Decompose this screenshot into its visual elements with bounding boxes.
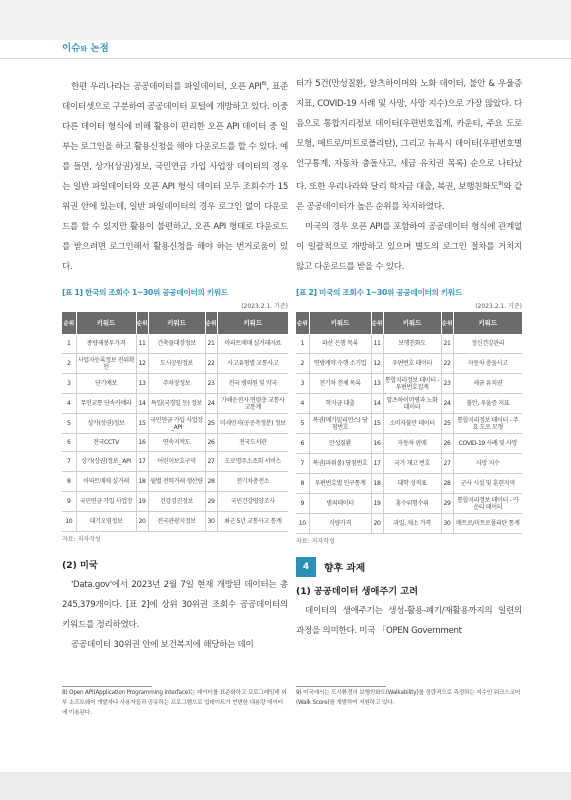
footnote-divider-right [296, 686, 386, 687]
keyword-cell: 아파트매매 실거래 [76, 472, 136, 492]
keyword-cell: 건축물대장정보 [148, 334, 205, 354]
keyword-cell: 상가(상권)정보_ API [76, 452, 136, 472]
rank-cell: 18 [371, 474, 383, 494]
keyword-cell: 보행친화도 [383, 334, 441, 354]
table-row [296, 354, 522, 374]
keyword-cell: 사망 지수 [453, 454, 522, 474]
keyword-cell: 만성질환 [309, 434, 371, 454]
keyword-cell: 범죄데이터 [309, 494, 371, 514]
keyword-cell: 전국관광지정보 [148, 512, 205, 532]
rank-cell: 1 [296, 334, 309, 354]
keyword-cell: 식량가격 [309, 514, 371, 534]
keyword-cell: 종량제봉투가격 [76, 334, 136, 354]
right-text-a: 터가 5건(만성질환, 알츠하이머와 노화 데이터, 불안 & 우울증 지표, COVID-19 사례 및 사망, 사망 지수)으로 가장 많았다. 다음으로 통합지리정보 데이터(우편번호집계, 카운티, 주요 도로 모형, 메트로/미트로폴리탄), 그리고 뉴욕시 데이터(우편번호별 인구통계, 자동차 충돌사고, 세금 유치권 목록) 순으로 나타났다. 또한 우리나라와 달리 학자금 대출, 복권, 보행친화도 [296, 79, 522, 192]
keyword-cell: 복권(파워볼) 당첨번호 [309, 454, 371, 474]
table1-korea-keywords [62, 312, 288, 533]
table2-title: [표 2] 미국의 조회수 1~30위 공공데이터의 키워드 [296, 287, 463, 297]
footnote-8-mark: 8) [62, 690, 68, 696]
rank-cell: 15 [136, 414, 148, 434]
footnote-8-text: Open API(Application Programming Interface)는 데이터를 표준화하고 프로그래밍해 외부 소프트웨어 개발자나 사용자들과 공유하는 프로그램으로 업데이트가 빈번한 대용량 데이터에 이용된다. [62, 690, 287, 716]
rank-cell: 17 [136, 452, 148, 472]
table-row [296, 494, 522, 514]
rank-cell: 7 [62, 452, 76, 472]
rank-cell: 16 [136, 434, 148, 452]
rank-cell: 4 [62, 394, 76, 414]
t2-header-cell: 키워드 [383, 312, 441, 334]
table1-title: [표 1] 한국의 조회수 1~30위 공공데이터의 키워드 [62, 287, 229, 297]
table-row [62, 452, 288, 472]
keyword-cell: 사고유형별 교통사고 [217, 354, 288, 374]
right-paragraphs [296, 74, 522, 277]
keyword-cell: 대학 성적표 [383, 474, 441, 494]
keyword-cell: 과일, 채소 가격 [383, 514, 441, 534]
keyword-cell: 건강검진정보 [148, 492, 205, 512]
rank-cell: 11 [136, 334, 148, 354]
lifecycle-text: 데이터의 생애주기는 생성-활용-폐기/재활용까지의 일련의 과정을 의미한다. 미국 「OPEN Government [296, 606, 522, 637]
right-column [296, 74, 522, 641]
table2-date: (2023.2.1. 기준) [475, 302, 522, 310]
keyword-cell: 불안, 우울증 지표 [453, 394, 522, 414]
running-header [62, 40, 109, 54]
rank-cell: 13 [136, 374, 148, 394]
rank-cell: 24 [441, 394, 453, 414]
footnote-ref-8[interactable]: 8) [261, 81, 267, 87]
rank-cell: 3 [62, 374, 76, 394]
table1-header-row [62, 312, 288, 334]
t1-header-cell: 순위 [205, 312, 217, 334]
keyword-cell: 미세먼지(공공측정분) 정보 [217, 414, 288, 434]
rank-cell: 8 [296, 474, 309, 494]
rank-cell: 9 [62, 492, 76, 512]
rank-cell: 21 [205, 334, 217, 354]
section-number-badge: 4 [296, 557, 316, 577]
left-intro-paragraph [62, 74, 288, 277]
keyword-cell: 전국도서관 [217, 434, 288, 452]
rank-cell: 12 [136, 354, 148, 374]
keyword-cell: 사업자등록정보 진위확인 [76, 354, 136, 374]
rank-cell: 27 [205, 452, 217, 472]
keyword-cell: 군사 시설 및 훈련지역 [453, 474, 522, 494]
rank-cell: 22 [205, 354, 217, 374]
rank-cell: 11 [371, 334, 383, 354]
keyword-cell: 국가 재고 번호 [383, 454, 441, 474]
keyword-cell: 학자금 대출 [309, 394, 371, 414]
rank-cell: 25 [441, 414, 453, 434]
keyword-cell: 세금 유치권 [453, 374, 522, 394]
table-row [62, 354, 288, 374]
keyword-cell: 전국CCTV [76, 434, 136, 452]
subsection-usa: (2) 미국 [62, 560, 98, 572]
table-row [296, 394, 522, 414]
rank-cell: 5 [62, 414, 76, 434]
table-row [296, 474, 522, 494]
rank-cell: 28 [441, 474, 453, 494]
section-heading [296, 557, 522, 577]
t1-header-cell: 키워드 [217, 312, 288, 334]
table2-header-row [296, 312, 522, 334]
keyword-cell: 특일(국경일 등) 정보 [148, 394, 205, 414]
right-text-b: 와 같은 공공데이터가 높은 순위를 차지하였다. [296, 181, 523, 212]
rank-cell: 6 [62, 434, 76, 452]
table1-source: 자료: 저자작성 [62, 536, 101, 544]
rank-cell: 29 [205, 492, 217, 512]
rank-cell: 18 [136, 472, 148, 492]
rank-cell: 22 [441, 354, 453, 374]
t1-header-cell: 순위 [136, 312, 148, 334]
table-row [296, 454, 522, 474]
rank-cell: 7 [296, 454, 309, 474]
keyword-cell: 전기차충전소 [217, 472, 288, 492]
rank-cell: 20 [136, 512, 148, 532]
rank-cell: 29 [441, 494, 453, 514]
keyword-cell: 국민연금 가입 사업장 [76, 492, 136, 512]
keyword-cell: 복권(메가밀리언스) 당첨번호 [309, 414, 371, 434]
keyword-cell: 자동차 판매 [383, 434, 441, 454]
t2-header-cell: 순위 [296, 312, 309, 334]
t2-header-cell: 순위 [441, 312, 453, 334]
rank-cell: 24 [205, 394, 217, 414]
keyword-cell: 어린이보호구역 [148, 452, 205, 472]
rank-cell: 23 [441, 374, 453, 394]
rank-cell: 25 [205, 414, 217, 434]
keyword-cell: 주차장정보 [148, 374, 205, 394]
usa-paragraphs [62, 575, 288, 655]
header-title-small: 와 [80, 45, 88, 53]
t1-header-cell: 키워드 [76, 312, 136, 334]
header-title-rest: 논점 [87, 43, 109, 54]
table-row [62, 414, 288, 434]
keyword-cell: 통합지리정보 데이터 - 우편번호집계 [383, 374, 441, 394]
keyword-cell: 단기예보 [76, 374, 136, 394]
header-divider [0, 58, 571, 59]
rank-cell: 13 [371, 374, 383, 394]
keyword-cell: 아파트매매 실거래자료 [217, 334, 288, 354]
rank-cell: 5 [296, 414, 309, 434]
table-row [62, 472, 288, 492]
footnote-9-mark: 9) [296, 690, 302, 696]
rank-cell: 1 [62, 334, 76, 354]
keyword-cell: 상가(상권)정보 [76, 414, 136, 434]
keyword-cell: 대기오염정보 [76, 512, 136, 532]
keyword-cell: 메트로/미트로폴리탄 통계 [453, 514, 522, 534]
t1-header-cell: 순위 [62, 312, 76, 334]
keyword-cell: 소비자불만 데이터 [383, 414, 441, 434]
table-row [296, 374, 522, 394]
keyword-cell: 자동차 충돌사고 [453, 354, 522, 374]
right-paragraph-1 [296, 74, 522, 217]
rank-cell: 28 [205, 472, 217, 492]
keyword-cell: 우편번호별 인구통계 [309, 474, 371, 494]
rank-cell: 10 [62, 512, 76, 532]
rank-cell: 19 [371, 494, 383, 514]
rank-cell: 12 [371, 354, 383, 374]
header-title-main: 이슈 [62, 43, 81, 54]
table-row [296, 414, 522, 434]
keyword-cell: 통합지리정보 데이터 - 주요 도로 모형 [453, 414, 522, 434]
table1-body [62, 334, 288, 532]
rank-cell: 3 [296, 374, 309, 394]
keyword-cell: 무인교통 단속카메라 [76, 394, 136, 414]
keyword-cell: 최근 5년 교통사고 통계 [217, 512, 288, 532]
rank-cell: 27 [441, 454, 453, 474]
keyword-cell: 월별 전력거래 생산량 [148, 472, 205, 492]
keyword-cell: 홍수위험수위 [383, 494, 441, 514]
table-row [62, 394, 288, 414]
table-row [296, 434, 522, 454]
rank-cell: 6 [296, 434, 309, 454]
rank-cell: 21 [441, 334, 453, 354]
rank-cell: 30 [441, 514, 453, 534]
rank-cell: 26 [205, 434, 217, 452]
keyword-cell: 가해운전자 연령층 교통사고통계 [217, 394, 288, 414]
keyword-cell: COVID-19 사례 및 사망 [453, 434, 522, 454]
table-row [62, 492, 288, 512]
footnote-9-text: 미국에서는 도시환경의 보행친화도(Walkability)를 정량적으로 측정하는 지수인 워크스코어(Walk Score)를 개발하여 지원하고 있다. [296, 690, 521, 706]
rank-cell: 10 [296, 514, 309, 534]
table1-date: (2023.2.1. 기준) [241, 302, 288, 310]
keyword-cell: 알츠하이머병과 노화데이터 [383, 394, 441, 414]
subsection-lifecycle: (1) 공공데이터 생애주기 고려 [296, 586, 419, 598]
right-paragraph-2: 미국의 경우 오픈 API를 포함하여 공공데이터 형식에 관계없이 일괄적으로 개방하고 있으며 별도의 로그인 절차를 거치지 않고 다운로드를 받을 수 있다. [296, 221, 522, 272]
keyword-cell: 연속지적도 [148, 434, 205, 452]
footnote-8 [62, 688, 288, 718]
page-bottom-band [0, 772, 571, 800]
intro-text [62, 74, 288, 277]
footnote-9 [296, 688, 522, 708]
keyword-cell: 우편번호 데이터 [383, 354, 441, 374]
table2-usa-keywords [296, 312, 522, 535]
rank-cell: 8 [62, 472, 76, 492]
table-row [62, 512, 288, 532]
page-top-band [0, 0, 571, 40]
usa-paragraph-2: 공공데이터 30위권 안에 보건복지에 해당하는 데이 [71, 640, 254, 651]
rank-cell: 16 [371, 434, 383, 454]
rank-cell: 14 [371, 394, 383, 414]
table-row [62, 434, 288, 452]
table2-source: 자료: 저자작성 [296, 538, 335, 546]
keyword-cell: 도시공원정보 [148, 354, 205, 374]
keyword-cell: 정신건강관리 [453, 334, 522, 354]
rank-cell: 14 [136, 394, 148, 414]
keyword-cell: 연방계약 수행 소기업 [309, 354, 371, 374]
section-title: 향후 과제 [324, 563, 366, 575]
table-row [62, 334, 288, 354]
left-column [62, 74, 288, 655]
keyword-cell: 국민건강영양조사 [217, 492, 288, 512]
footnote-ref-9[interactable]: 9) [498, 181, 504, 187]
rank-cell: 2 [296, 354, 309, 374]
table-row [296, 334, 522, 354]
rank-cell: 17 [371, 454, 383, 474]
table-row [62, 374, 288, 394]
rank-cell: 30 [205, 512, 217, 532]
keyword-cell: 전국 병의원 및 약국 [217, 374, 288, 394]
rank-cell: 2 [62, 354, 76, 374]
rank-cell: 23 [205, 374, 217, 394]
rank-cell: 26 [441, 434, 453, 454]
intro-text-b: , 표준데이터셋으로 구분하여 공공데이터 포털에 개방하고 있다. 이중 다른 데이터 형식에 비해 활용이 편리한 오픈 API 데이터 중 일부는 로그인을 하고 활용신청을 해야 다운로드를 할 수 있다. 예를 들면, 상가(상권)정보, 국민연금 가입 사업장 데이터의 경우는 일반 파일데이터와 오픈 API 형식 데이터 모두 조회수가 15위권 안에 있는데, 일반 파일데이터의 경우 로그인 없이 다운로드를 할 수 있지만 활용이 불편하고, 오픈 API 형태로 다운로드를 받으려면 로그인해서 활용신청을 해야 하는 번거로움이 있다. [62, 81, 288, 272]
table-row [296, 514, 522, 534]
rank-cell: 20 [371, 514, 383, 534]
rank-cell: 15 [371, 414, 383, 434]
rank-cell: 4 [296, 394, 309, 414]
rank-cell: 19 [136, 492, 148, 512]
lifecycle-paragraph [296, 601, 522, 641]
rank-cell: 9 [296, 494, 309, 514]
footnote-divider-left [62, 686, 152, 687]
keyword-cell: 도로명주소조회 서비스 [217, 452, 288, 472]
t2-header-cell: 키워드 [453, 312, 522, 334]
t1-header-cell: 키워드 [148, 312, 205, 334]
intro-text-a: 한편 우리나라는 공공데이터를 파일데이터, 오픈 API [71, 81, 262, 92]
t2-header-cell: 키워드 [309, 312, 371, 334]
keyword-cell: 통합지리정보 데이터 - 카운티 데이터 [453, 494, 522, 514]
table2-body [296, 334, 522, 534]
keyword-cell: 전기차 전체 목록 [309, 374, 371, 394]
keyword-cell: 파산 은행 목록 [309, 334, 371, 354]
t2-header-cell: 순위 [371, 312, 383, 334]
keyword-cell: 국민연금 가입 사업장_API [148, 414, 205, 434]
usa-paragraph-1: 'Data.gov'에서 2023년 2월 7일 현재 개방된 데이터는 총 245,379개이다. [표 2]에 상위 30위권 조회수 공공데이터의 키워드를 정리하였다. [62, 580, 288, 631]
